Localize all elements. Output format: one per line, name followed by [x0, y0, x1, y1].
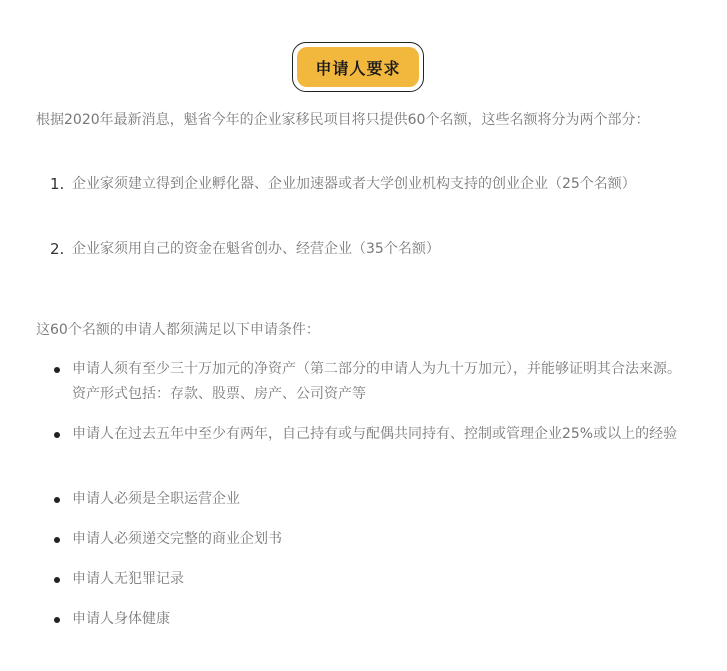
- condition-item: [36, 422, 686, 447]
- condition-text: 申请人在过去五年中至少有两年，自己持有或与配偶共同持有、控制或管理企业25%或以上的经验: [72, 426, 678, 442]
- condition-item: [36, 527, 686, 552]
- condition-item: [36, 487, 686, 512]
- list-item-text: 企业家须用自己的资金在魁省创办、经营企业（35个名额）: [72, 241, 440, 257]
- condition-item: [36, 357, 686, 407]
- condition-text: 申请人须有至少三十万加元的净资产（第二部分的申请人为九十万加元），并能够证明其合法来源。资产形式包括：存款、股票、房产、公司资产等: [72, 361, 681, 402]
- condition-text: 申请人必须是全职运营企业: [72, 491, 240, 507]
- intro-paragraph: 根据2020年最新消息，魁省今年的企业家移民项目将只提供60个名额，这些名额将分为两个部分：: [36, 112, 650, 128]
- list-item-text: 企业家须建立得到企业孵化器、企业加速器或者大学创业机构支持的创业企业（25个名额）: [72, 176, 636, 192]
- numbered-list-item: [36, 172, 686, 197]
- condition-text: 申请人无犯罪记录: [72, 571, 184, 587]
- condition-item: [36, 567, 686, 592]
- list-number: 1.: [50, 175, 65, 193]
- bullet-icon: [54, 617, 60, 623]
- condition-item: [36, 607, 686, 632]
- numbered-list-item: [36, 237, 686, 262]
- bullet-icon: [54, 432, 60, 438]
- list-number: 2.: [50, 240, 65, 258]
- condition-text: 申请人必须递交完整的商业企划书: [72, 531, 282, 547]
- section-title: 申请人要求: [297, 47, 419, 87]
- condition-text: 申请人身体健康: [72, 611, 170, 627]
- conditions-intro: 这60个名额的申请人都须满足以下申请条件：: [36, 322, 320, 338]
- bullet-icon: [54, 367, 60, 373]
- bullet-icon: [54, 577, 60, 583]
- bullet-icon: [54, 537, 60, 543]
- bullet-icon: [54, 497, 60, 503]
- section-title-badge: [292, 42, 424, 92]
